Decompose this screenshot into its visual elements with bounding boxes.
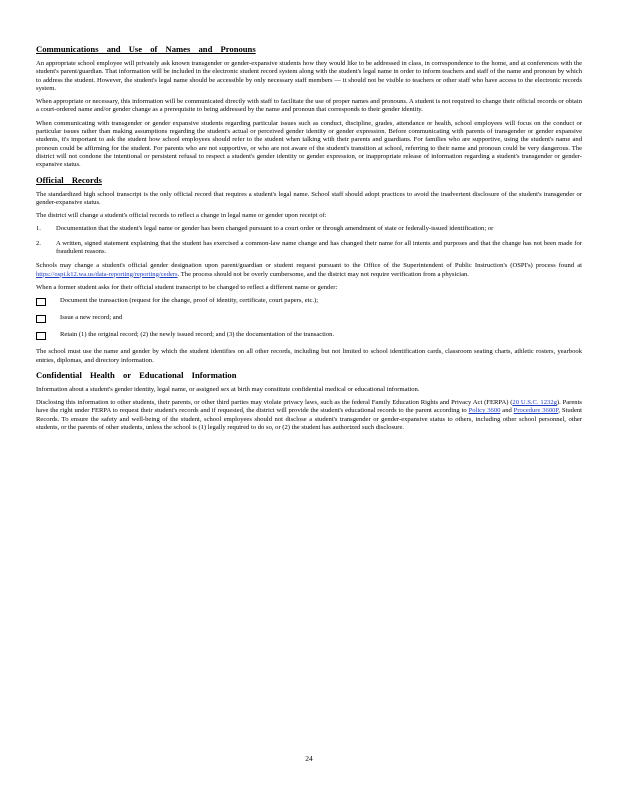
paragraph: When communicating with transgender or gender expansive students regarding particular issues such as conduct, discipline, grades, attendance or health, school employees will focus on the conduct or particular issues rather than making assumptions regarding the student's actual or perceived gender identity or gender expression. Before communicating with parents of transgender or gender expansive students, it's important to ask the student how school employees should refer to the student when talking with their parents and guardians. For families who are supportive, using the student's name and pronoun could be affirming for the student. For parents who are not supportive, or who are not aware of the student's transition at school, referring to their name and pronoun could be very dangerous. The district will not condone the intentional or persistent refusal to respect a student's gender identity or gender expression, or inappropriate release of information regarding a student's transgender or gender-expansive status.: [36, 119, 582, 169]
bullet-text: Document the transaction (request for the change, proof of identity, certificate, court papers, etc.);: [60, 297, 319, 305]
bullet-box-icon: [36, 298, 46, 306]
procedure-3600p-link[interactable]: Procedure 3600P: [513, 407, 559, 415]
ospi-text-a: Schools may change a student's official gender designation upon parent/guardian or student request pursuant to the Office of the Superintendent of Public Instruction's (OSPI's) process found at: [36, 262, 582, 270]
numbered-item: [36, 225, 582, 233]
usc-link[interactable]: 20 U.S.C. 1232g: [512, 399, 557, 407]
numbered-item: [36, 240, 582, 257]
paragraph: The standardized high school transcript is the only official record that requires a student's legal name. School staff should adopt practices to avoid the inadvertent disclosure of the student's transgender or gender-expansive status.: [36, 190, 582, 206]
section-heading-communications: Communications and Use of Names and Pronouns: [36, 44, 256, 54]
paragraph-ferpa: [36, 399, 582, 432]
bullet-box-icon: [36, 332, 46, 340]
ospi-link[interactable]: https://ospi.k12.wa.us/data-reporting/reporting/ceders: [36, 270, 178, 278]
paragraph-ospi: [36, 262, 582, 279]
bullet-text: Issue a new record; and: [60, 314, 123, 322]
ferpa-text-a: Disclosing this information to other students, their parents, or other third parties may violate privacy laws, such as the federal Family Education Rights and Privacy Act (FERPA) (: [36, 399, 513, 407]
paragraph: When appropriate or necessary, this information will be communicated directly with staff to facilitate the use of proper names and pronouns. A student is not required to change their official records or obtain a court-ordered name and/or gender change as a prerequisite to being addressed by the name and pronoun that corresponds to their gender identity.: [36, 98, 582, 114]
ferpa-text-c: and: [500, 407, 514, 415]
bullet-box-icon: [36, 315, 46, 323]
item-text: Documentation that the student's legal name or gender has been changed pursuant to a court order or through amendment of state or federally-issued identification; or: [56, 225, 494, 233]
policy-3600-link[interactable]: Policy 3600: [468, 407, 501, 415]
ferpa-text-b: ). Parents have the right under FERPA to request their student's records and if requested, the district will provide the student's educational records to the parent according to: [36, 399, 582, 415]
bullet-item: [36, 331, 582, 340]
bullet-text: Retain (1) the original record; (2) the newly issued record; and (3) the documentation of the transaction.: [60, 331, 335, 339]
paragraph: Information about a student's gender identity, legal name, or assigned sex at birth may constitute confidential medical or educational information.: [36, 385, 420, 393]
section-heading-confidential: Confidential Health or Educational Information: [36, 369, 237, 380]
ospi-text-b: . The process should not be overly cumbersome, and the district may not require verification from a physician.: [177, 270, 469, 278]
section-heading-official-records: Official Records: [36, 174, 102, 185]
item-text: A written, signed statement explaining that the student has exercised a common-law name change and has changed their name for all intents and purposes and that the change has not been made for fraudulent reasons.: [56, 239, 582, 256]
bullet-item: [36, 314, 582, 323]
bullet-item: [36, 297, 582, 306]
paragraph: When a former student asks for their official student transcript to be changed to reflect a different name or gender:: [36, 283, 338, 291]
document-page: [36, 44, 582, 437]
paragraph: An appropriate school employee will privately ask known transgender or gender-expansive students how they would like to be addressed in class, in correspondence to the home, and at conferences with the student's parent/guardian. That information will be included in the electronic student record system along with the student's legal name in order to inform teachers and staff of the name and pronoun by which to address the student. However, the student's legal name should be accessible by only necessary staff members — it should not be visible to teachers or other staff who have access to the electronic records system.: [36, 60, 582, 92]
paragraph: The district will change a student's official records to reflect a change in legal name or gender upon receipt of:: [36, 212, 327, 220]
ferpa-text-d: , Student Records. To ensure the safety and well-being of the student, school employees should not disclose a student's transgender or gender-expansive status to others, including other school personnel, other students, or the parents of other students, unless the school is (1) legally required to do so, or (2) the student has authorized such disclosure.: [36, 407, 582, 432]
paragraph: The school must use the name and gender by which the student identifies on all other records, including but not limited to school identification cards, classroom seating charts, athletic rosters, yearbook entries, diplomas, and directory information.: [36, 348, 582, 364]
item-number: 1.: [36, 225, 41, 233]
page-number: 24: [305, 754, 313, 763]
item-number: 2.: [36, 239, 41, 247]
